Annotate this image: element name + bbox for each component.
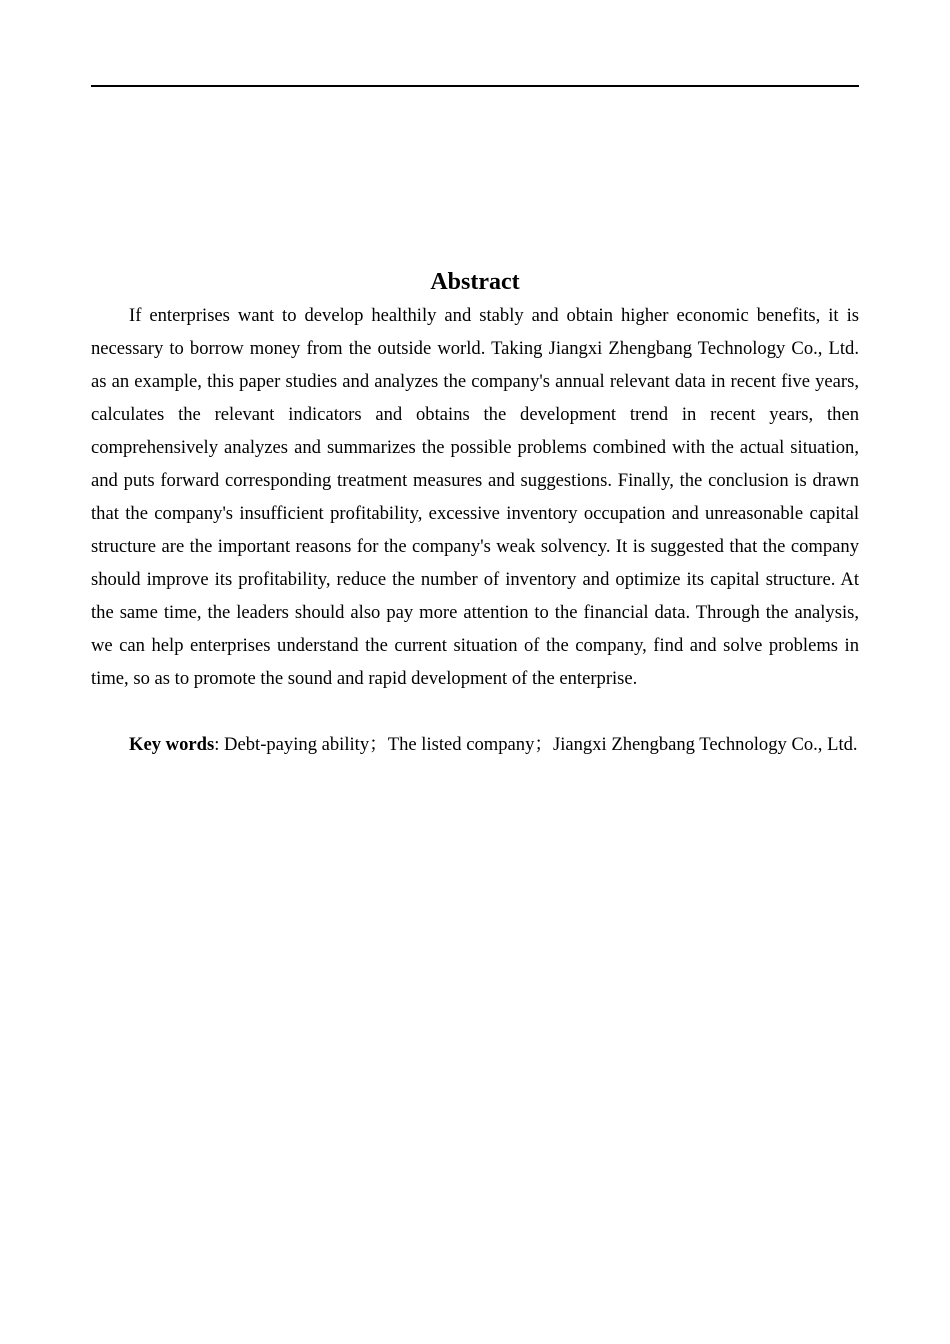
keywords-separator: : [214,734,225,755]
abstract-body: If enterprises want to develop healthily and stably and obtain higher economic benefits, it is necessary to borrow money from the outside world. Taking Jiangxi Zhengbang Technology Co., Ltd. as an example, this paper studies and analyzes the company's annual relevant data in recent five years, calculates the relevant indicators and obtains the development trend in recent years, then comprehensively analyzes and summarizes the possible problems combined with the actual situation, and puts forward corresponding treatment measures and suggestions. Finally, the conclusion is drawn that the company's insufficient profitability, excessive inventory occupation and unreasonable capital structure are the important reasons for the company's weak solvency. It is suggested that the company should improve its profitability, reduce the number of inventory and optimize its capital structure. At the same time, the leaders should also pay more attention to the financial data. Through the analysis, we can help enterprises understand the current situation of the company, find and solve problems in time, so as to promote the sound and rapid development of the enterprise. [91,305,859,689]
abstract-title: Abstract [430,269,520,295]
keywords-label: Key words [129,734,215,755]
keywords-text: Debt-paying ability；The listed company；Jiangxi Zhengbang Technology Co., Ltd. [224,734,858,755]
abstract-section [91,265,859,761]
header-rule [91,85,859,87]
keywords-paragraph [91,728,859,761]
